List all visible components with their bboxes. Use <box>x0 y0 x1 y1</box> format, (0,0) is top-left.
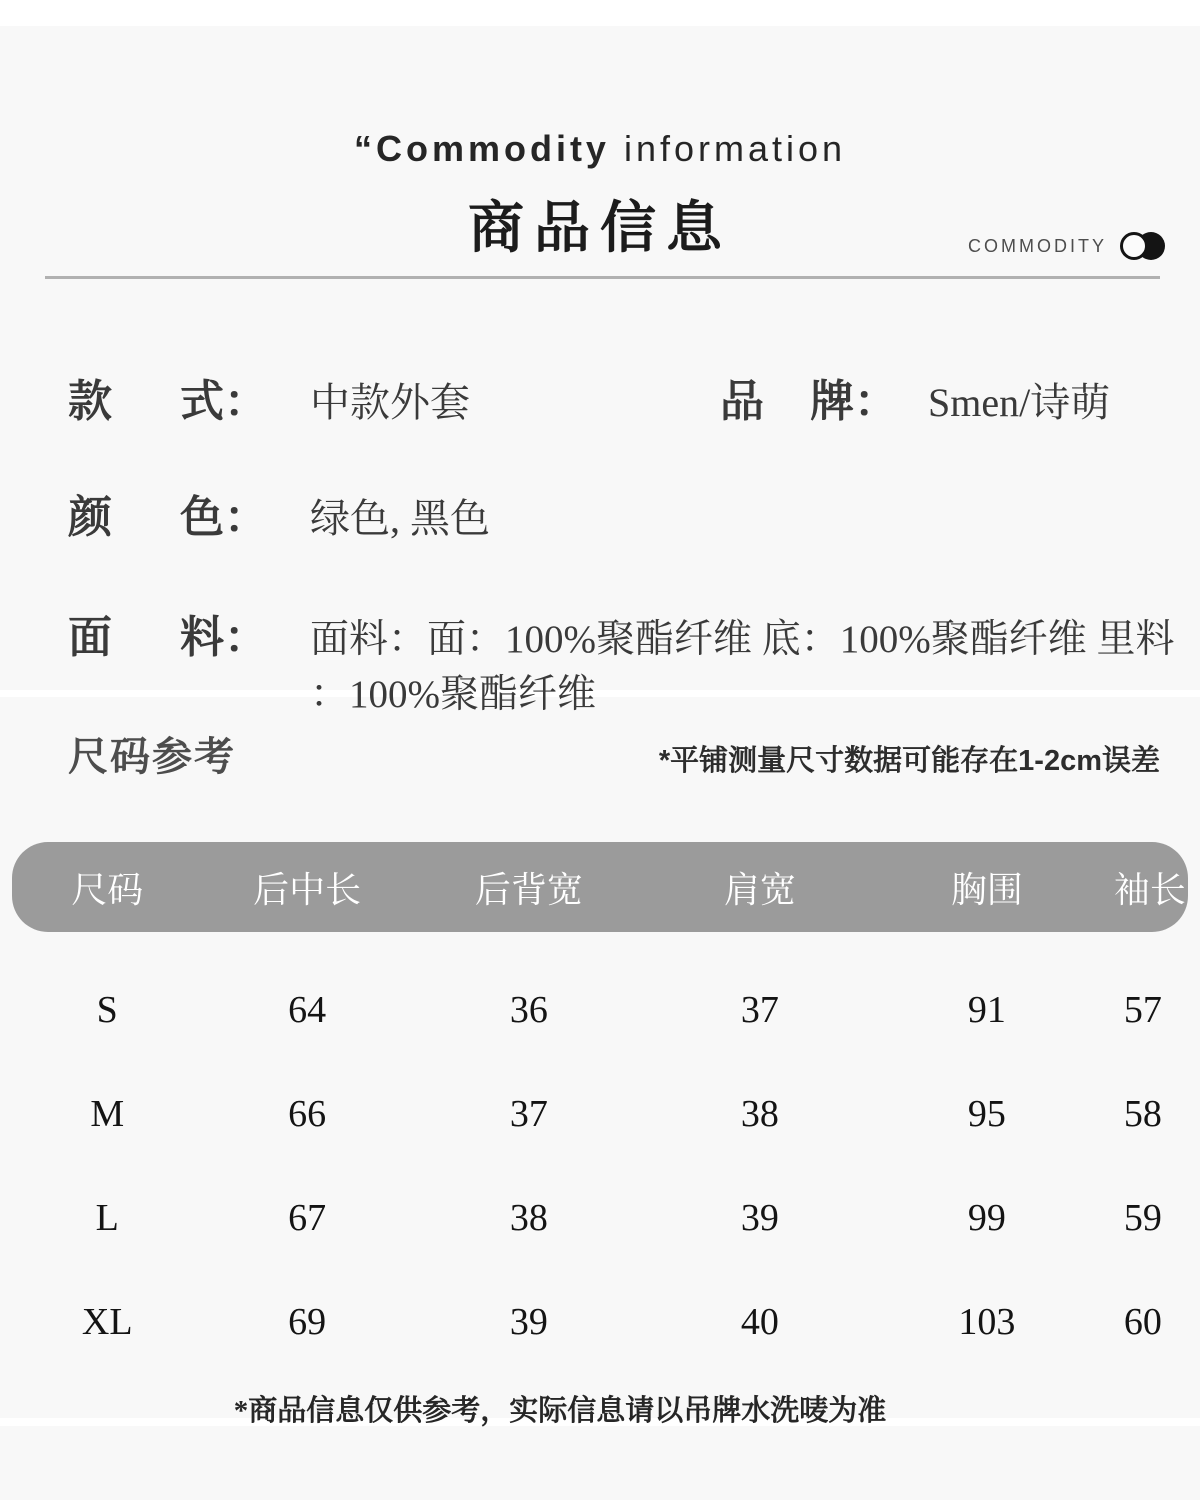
field-fabric-label <box>68 601 224 665</box>
cell-value: 57 <box>1123 989 1162 1031</box>
field-brand-value: Smen/诗萌 <box>928 380 1111 425</box>
colon: ： <box>224 377 268 426</box>
disclaimer-footnote: *商品信息仅供参考，实际信息请以吊牌水洗唛为准 <box>233 1395 887 1427</box>
column-header-back-width: 后背宽 <box>474 869 583 910</box>
cell-value: 67 <box>288 1197 327 1239</box>
size-heading: 尺码参考 <box>68 735 236 779</box>
column-header-back-length: 后中长 <box>253 869 362 910</box>
cell-value: 40 <box>740 1301 779 1343</box>
cell-value: 37 <box>740 989 779 1031</box>
attribute-row-fabric <box>68 601 1200 723</box>
fabric-line-1: 面料：面：100%聚酯纤维 底：100%聚酯纤维 里料 <box>310 618 1175 661</box>
attribute-row-color <box>68 481 1200 545</box>
table-row-s <box>12 958 1188 1062</box>
cell-value: 66 <box>288 1093 327 1135</box>
fabric-line-2: ：100%聚酯纤维 <box>310 673 596 717</box>
column-header-sleeve: 袖长 <box>1113 869 1186 910</box>
cell-size: XL <box>81 1301 133 1343</box>
label-char: 款 <box>68 377 112 426</box>
product-attributes <box>0 365 1200 723</box>
field-style-label <box>68 365 224 429</box>
cell-value: 64 <box>288 989 327 1031</box>
cell-value: 103 <box>958 1301 1016 1343</box>
bottom-panel <box>0 1426 1200 1500</box>
size-reference-panel <box>0 697 1200 1427</box>
field-style-value: 中款外套 <box>310 380 470 425</box>
field-color <box>68 481 1200 545</box>
field-color-label <box>68 481 224 545</box>
label-char: 颜 <box>68 493 112 542</box>
column-header-size: 尺码 <box>71 869 144 910</box>
cell-value: 39 <box>509 1301 548 1343</box>
field-brand <box>720 365 1110 429</box>
table-row-m <box>12 1062 1188 1166</box>
cell-value: 59 <box>1123 1197 1162 1239</box>
label-char: 料 <box>180 613 224 662</box>
label-char: 品 <box>720 377 764 426</box>
cell-value: 38 <box>740 1093 779 1135</box>
cell-value: 58 <box>1123 1093 1162 1135</box>
column-header-bust: 胸围 <box>950 869 1023 910</box>
overlapping-circles-icon <box>1120 232 1165 260</box>
commodity-badge-label: COMMODITY <box>968 235 1107 256</box>
size-table-header <box>12 842 1188 932</box>
cell-value: 39 <box>740 1197 779 1239</box>
commodity-info-panel <box>0 26 1200 717</box>
colon: ： <box>854 377 898 426</box>
cell-value: 95 <box>967 1093 1006 1135</box>
field-brand-label <box>720 365 854 429</box>
label-char: 牌 <box>810 377 854 426</box>
title-english <box>0 26 1200 170</box>
field-fabric-value <box>310 612 1174 723</box>
size-section-header <box>0 725 1200 782</box>
outline-circle-icon <box>1120 232 1148 260</box>
attribute-row-style-brand <box>68 365 1200 429</box>
colon: ： <box>224 493 268 542</box>
cell-value: 69 <box>288 1301 327 1343</box>
cell-value: 60 <box>1123 1301 1162 1343</box>
field-color-value: 绿色, 黑色 <box>310 496 490 541</box>
title-english-bold: “Commodity <box>353 128 610 169</box>
top-white-band <box>0 0 1200 26</box>
label-char: 色 <box>180 493 224 542</box>
title-english-regular: information <box>609 128 847 169</box>
table-row-xl <box>12 1270 1188 1374</box>
cell-value: 37 <box>509 1093 548 1135</box>
cell-size: S <box>96 989 118 1031</box>
cell-value: 38 <box>509 1197 548 1239</box>
colon: ： <box>224 613 268 662</box>
label-char: 面 <box>68 613 112 662</box>
cell-value: 36 <box>509 989 548 1031</box>
page-title: 商品信息 <box>468 196 732 259</box>
header-divider <box>45 276 1160 279</box>
measurement-tolerance-note: *平铺测量尺寸数据可能存在1-2cm误差 <box>658 745 1160 777</box>
cell-value: 99 <box>967 1197 1006 1239</box>
label-char: 式 <box>180 377 224 426</box>
cell-size: M <box>90 1093 125 1135</box>
cell-value: 91 <box>967 989 1006 1031</box>
size-table-body <box>12 958 1188 1374</box>
cell-size: L <box>95 1197 119 1239</box>
table-row-l <box>12 1166 1188 1270</box>
commodity-badge <box>968 232 1165 260</box>
field-fabric <box>68 601 1200 723</box>
column-header-shoulder: 肩宽 <box>723 869 796 910</box>
